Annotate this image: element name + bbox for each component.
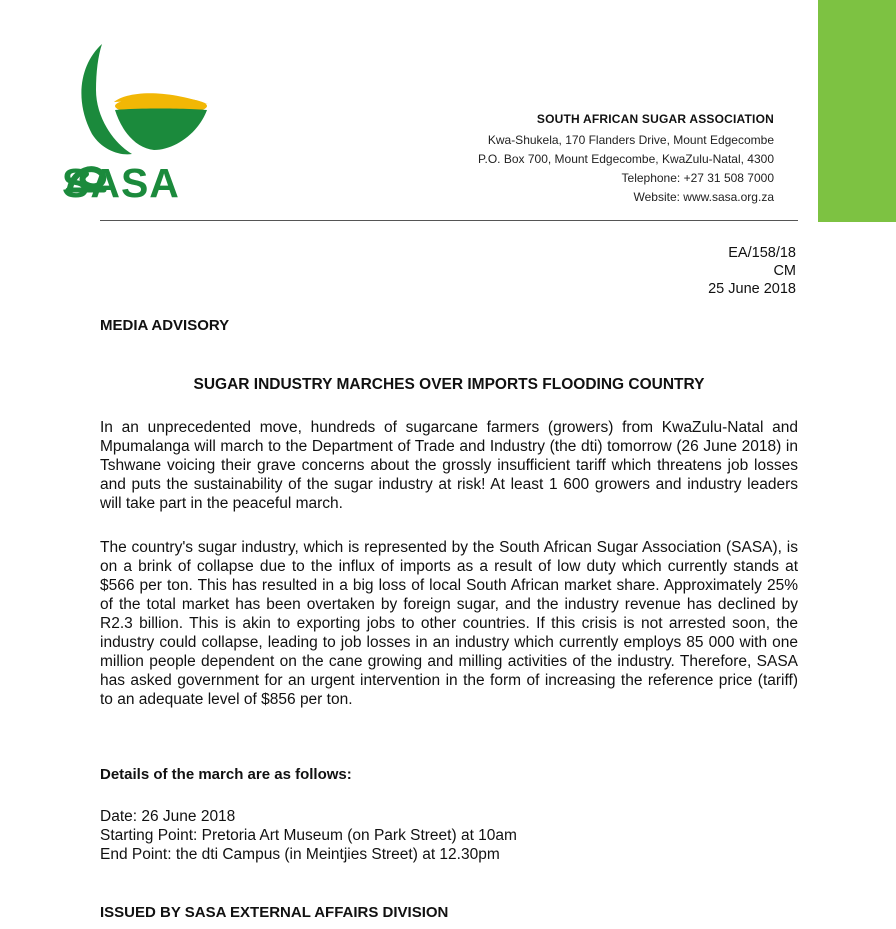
- letterhead: [478, 112, 774, 207]
- sugarcane-bowl-icon: [62, 42, 232, 160]
- organization-name: SOUTH AFRICAN SUGAR ASSOCIATION: [536, 112, 774, 126]
- telephone: Telephone: +27 31 508 7000: [621, 171, 774, 185]
- march-start-point: Starting Point: Pretoria Art Museum (on Park Street) at 10am: [100, 827, 517, 844]
- march-date: Date: 26 June 2018: [100, 808, 236, 825]
- reference-initials: CM: [773, 263, 796, 279]
- reference-code: EA/158/18: [728, 245, 796, 261]
- reference-block: [708, 244, 796, 298]
- march-details: [100, 807, 517, 864]
- paragraph-intro: In an unprecedented move, hundreds of sugarcane farmers (growers) from KwaZulu-Natal and Mpumalanga will march to the Department of Trade and Industry (the dti) tomorrow (26 June 2018) in Tshwane voicing their grave concerns about the grossly insufficient tariff which threatens job losses and puts the sustainability of the sugar industry at risk! At least 1 600 growers and industry leaders will take part in the peaceful march.: [100, 419, 798, 512]
- po-box-address: P.O. Box 700, Mount Edgecombe, KwaZulu-Natal, 4300: [478, 152, 774, 166]
- details-heading: Details of the march are as follows:: [100, 766, 352, 783]
- paragraph-industry: The country's sugar industry, which is represented by the South African Sugar Association (SASA), is on a brink of collapse due to the influx of imports as a result of low duty which currently stands at $566 per ton. This has resulted in a big loss of local South African market share. Approximately 25% of the total market has been overtaken by foreign sugar, and the industry revenue has declined by R2.3 billion. This is akin to exporting jobs to other countries. If this crisis is not arrested soon, the industry could collapse, leading to job losses in an industry which currently employs 85 000 with one million people dependent on the cane growing and milling activities of the industry. Therefore, SASA has asked government for an urgent intervention in the form of increasing the reference price (tariff) to an adequate level of $856 per ton.: [100, 539, 798, 708]
- march-end-point: End Point: the dti Campus (in Meintjies Street) at 12.30pm: [100, 846, 500, 863]
- header-divider: [100, 220, 798, 221]
- reference-date: 25 June 2018: [708, 281, 796, 297]
- sasa-logo: [62, 42, 232, 207]
- website: Website: www.sasa.org.za: [633, 190, 774, 204]
- street-address: Kwa-Shukela, 170 Flanders Drive, Mount Edgecombe: [487, 133, 774, 147]
- logo-text: SASA: [62, 160, 180, 206]
- issued-by: ISSUED BY SASA EXTERNAL AFFAIRS DIVISION: [100, 904, 449, 921]
- logo-swirl-icon: [64, 160, 110, 196]
- headline: SUGAR INDUSTRY MARCHES OVER IMPORTS FLOODING COUNTRY: [193, 376, 705, 393]
- advisory-label: MEDIA ADVISORY: [100, 317, 230, 334]
- green-accent-bar: [818, 0, 896, 222]
